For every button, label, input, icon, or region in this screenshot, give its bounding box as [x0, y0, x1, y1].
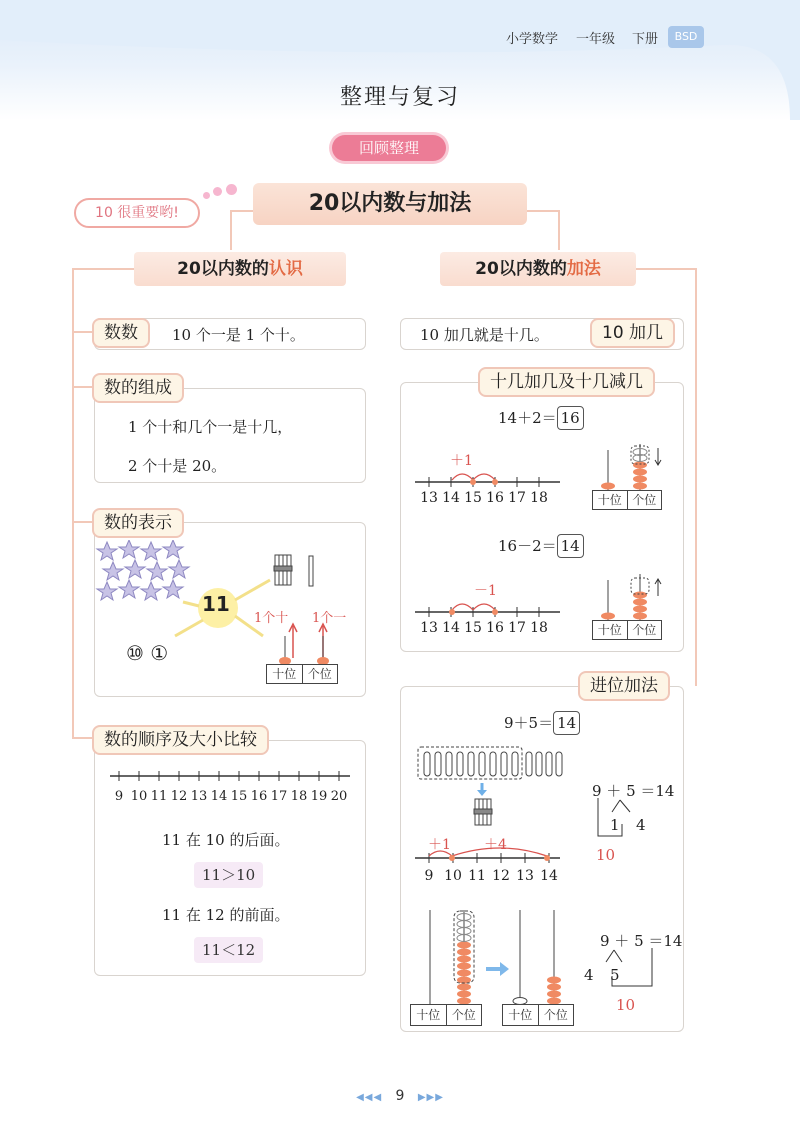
ones-place-label: 个位 — [632, 623, 657, 637]
left-topic-hl: 认识 — [268, 259, 303, 279]
tick-label: 14 — [442, 620, 460, 636]
hint-bubble: 10 很重要哟! — [74, 198, 200, 228]
tick-label: 17 — [508, 620, 526, 636]
connector-line — [72, 331, 94, 333]
tens-place-label: 十位 — [503, 1005, 539, 1025]
teens-ans1: 16 — [557, 406, 584, 430]
count-text: 10 个一是 1 个十。 — [172, 326, 305, 344]
tick-label: 9 — [424, 868, 434, 884]
tick-label: 18 — [290, 789, 308, 804]
tens-place-label: 十位 — [267, 665, 303, 683]
connector-line — [636, 268, 696, 270]
carry-method2-eq: 9 ＋ 5 ＝14 — [600, 932, 683, 950]
teens-eq1-text: 14＋2＝ — [498, 409, 557, 427]
add10-label: 10 加几 — [590, 318, 675, 348]
tens-place-label: 十位 — [411, 1005, 447, 1025]
teens-eq2-text: 16－2＝ — [498, 537, 557, 555]
order-sentence2: 11 在 12 的前面。 — [162, 906, 290, 924]
page-number — [0, 1088, 800, 1104]
tick-label: 18 — [530, 490, 548, 506]
arrow-right-icon — [486, 962, 509, 976]
compose-label: 数的组成 — [92, 373, 184, 403]
teens-minus-label: －1 — [474, 583, 497, 599]
connector-line — [72, 521, 94, 523]
connector-line — [230, 210, 232, 250]
order-number-line — [110, 770, 355, 810]
connector-line — [558, 210, 560, 250]
carry-ans: 14 — [553, 711, 580, 735]
teens-plus-label: ＋1 — [450, 453, 473, 469]
carry-method1-split — [592, 796, 662, 846]
prev-arrows-icon: ◀◀◀ — [356, 1092, 383, 1103]
carry-place-box1 — [410, 1004, 482, 1026]
count-label: 数数 — [92, 318, 150, 348]
place-value-box — [266, 664, 338, 684]
teens-number-line2 — [415, 592, 565, 642]
right-topic-pre: 20以内数的 — [475, 259, 567, 279]
carry-sticks — [416, 745, 566, 830]
carry-eq-text: 9＋5＝ — [504, 714, 554, 732]
right-trunk-line — [695, 268, 697, 686]
represent-label: 数的表示 — [92, 508, 184, 538]
add10-text: 10 加几就是十几。 — [420, 326, 549, 344]
tick-label: 10 — [444, 868, 462, 884]
carry-label: 进位加法 — [578, 671, 670, 701]
teens-eq2 — [498, 534, 584, 558]
tick-label: 15 — [464, 490, 482, 506]
bubble-dot — [203, 192, 210, 199]
tick-label: 13 — [516, 868, 534, 884]
tick-label: 18 — [530, 620, 548, 636]
tick-label: 13 — [420, 490, 438, 506]
header-volume: 下册 — [632, 32, 659, 47]
tick-label: 13 — [190, 789, 208, 804]
connector-line — [230, 210, 255, 212]
tick-label: 16 — [250, 789, 268, 804]
order-compare1: 11＞10 — [194, 862, 263, 888]
left-topic-pre: 20以内数的 — [177, 259, 269, 279]
connector-line — [72, 386, 94, 388]
carry-method1-eq: 9 ＋ 5 ＝14 — [592, 782, 675, 800]
connector-line — [527, 210, 559, 212]
tick-label: 17 — [508, 490, 526, 506]
main-banner: 20以内数与加法 — [253, 183, 527, 225]
tens-place-label: 十位 — [593, 491, 628, 509]
tick-label: 20 — [330, 789, 348, 804]
ones-place-label: 个位 — [451, 1008, 476, 1022]
carry-method2-part1: 4 — [584, 966, 594, 984]
tick-label: 17 — [270, 789, 288, 804]
tick-label: 14 — [210, 789, 228, 804]
section-tag: 回顾整理 — [332, 135, 446, 161]
tick-label: 12 — [492, 868, 510, 884]
tick-label: 16 — [486, 490, 504, 506]
carry-method2-ten: 10 — [616, 996, 636, 1014]
carry-plus1: ＋1 — [428, 837, 451, 853]
stick-bundle-icon — [274, 555, 292, 585]
ones-caption: 1个一 — [312, 611, 347, 626]
tick-label: 16 — [486, 620, 504, 636]
carry-method1-part2: 4 — [636, 816, 646, 834]
ones-place-label: 个位 — [307, 667, 332, 681]
teens-ans2: 14 — [557, 534, 584, 558]
carry-plus4: ＋4 — [484, 837, 507, 853]
order-compare2: 11＜12 — [194, 937, 263, 963]
order-sentence1: 11 在 10 的后面。 — [162, 831, 290, 849]
teens-place-box1 — [592, 490, 662, 510]
carry-method1-ten: 10 — [596, 846, 616, 864]
tick-label: 10 — [130, 789, 148, 804]
header-subject: 小学数学 — [506, 32, 559, 47]
carry-number-line — [415, 842, 565, 892]
tick-label: 9 — [114, 789, 124, 804]
connector-line — [72, 268, 134, 270]
teens-eq1 — [498, 406, 584, 430]
carry-place-box2 — [502, 1004, 574, 1026]
tick-label: 13 — [420, 620, 438, 636]
tens-caption: 1个十 — [254, 611, 289, 626]
carry-eq — [504, 711, 580, 735]
represent-number: 11 — [202, 592, 230, 616]
carry-method2-part2: 5 — [610, 966, 620, 984]
tick-label: 11 — [150, 789, 168, 804]
single-stick-icon — [309, 556, 313, 586]
ones-place-label: 个位 — [543, 1008, 568, 1022]
next-arrows-icon: ▶▶▶ — [417, 1092, 444, 1103]
compose-line2: 2 个十是 20。 — [128, 457, 227, 475]
tick-label: 14 — [442, 490, 460, 506]
teens-number-line1 — [415, 462, 565, 512]
tick-label: 15 — [464, 620, 482, 636]
left-trunk-line — [72, 268, 74, 738]
page-number-text: 9 — [395, 1088, 405, 1104]
tick-label: 12 — [170, 789, 188, 804]
left-topic-tag — [134, 252, 346, 286]
publisher-badge: BSD — [668, 26, 704, 48]
header-grade: 一年级 — [576, 32, 616, 47]
tick-label: 15 — [230, 789, 248, 804]
tick-label: 11 — [468, 868, 486, 884]
tick-label: 19 — [310, 789, 328, 804]
ones-place-label: 个位 — [632, 493, 657, 507]
compose-line1: 1 个十和几个一是十几， — [128, 418, 293, 436]
teens-label: 十几加几及十几减几 — [478, 367, 655, 397]
tens-place-label: 十位 — [593, 621, 628, 639]
carry-method1-part1: 1 — [610, 816, 620, 834]
bubble-dot — [213, 187, 222, 196]
right-topic-tag — [440, 252, 636, 286]
tick-label: 14 — [540, 868, 558, 884]
right-topic-hl: 加法 — [566, 259, 601, 279]
page-title: 整理与复习 — [339, 85, 460, 110]
represent-circled: ⑩ ① — [126, 641, 169, 665]
connector-line — [72, 737, 94, 739]
order-label: 数的顺序及大小比较 — [92, 725, 269, 755]
bubble-dot — [226, 184, 237, 195]
star-icons — [97, 540, 189, 600]
teens-place-box2 — [592, 620, 662, 640]
